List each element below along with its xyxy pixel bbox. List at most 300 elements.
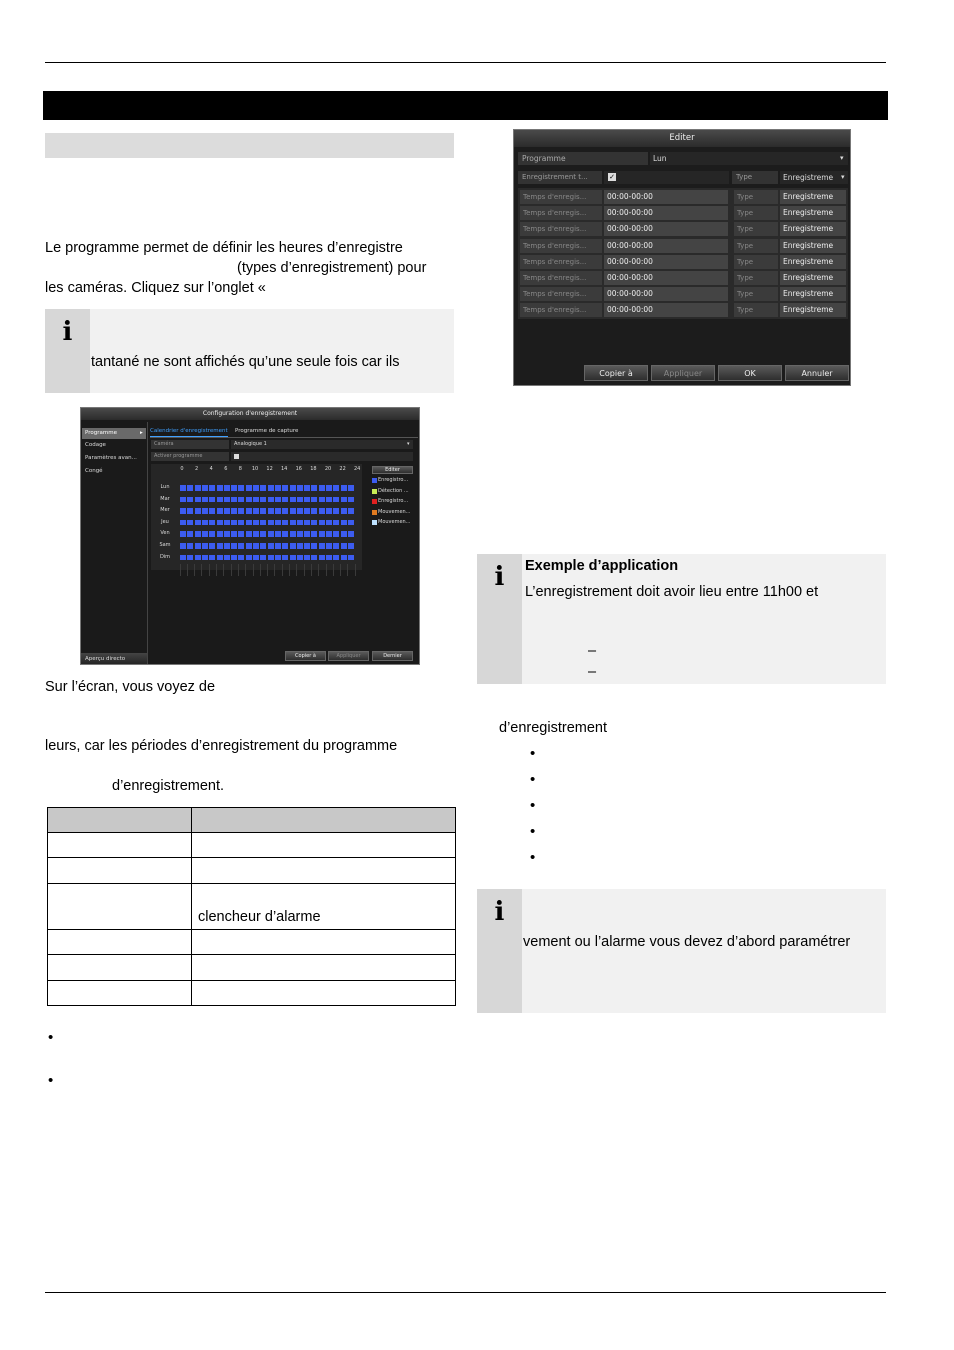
schedule-cell[interactable] xyxy=(195,520,201,526)
schedule-cell[interactable] xyxy=(238,508,244,514)
schedule-cell[interactable] xyxy=(224,555,230,561)
table-cell xyxy=(48,808,192,833)
schedule-cell[interactable] xyxy=(304,508,310,514)
slot-type-select[interactable]: Enregistreme xyxy=(780,190,846,204)
paragraph-line: d’enregistrement xyxy=(499,720,607,736)
schedule-cell[interactable] xyxy=(348,543,354,549)
schedule-cell[interactable] xyxy=(260,497,266,503)
schedule-cell[interactable] xyxy=(202,543,208,549)
schedule-cell[interactable] xyxy=(282,485,288,491)
schedule-cell[interactable] xyxy=(333,543,339,549)
schedule-cell[interactable] xyxy=(217,508,223,514)
table-cell xyxy=(48,930,192,955)
schedule-cell[interactable] xyxy=(195,543,201,549)
slot-type-label: Type xyxy=(734,271,778,285)
menu-item-programme[interactable]: Programme xyxy=(82,428,146,439)
hour-tick-label: 22 xyxy=(339,466,346,472)
schedule-cell[interactable] xyxy=(282,555,288,561)
schedule-cell[interactable] xyxy=(326,531,332,537)
schedule-cell[interactable] xyxy=(187,531,193,537)
day-label: Jeu xyxy=(161,518,169,525)
schedule-cell[interactable] xyxy=(238,485,244,491)
schedule-cell[interactable] xyxy=(180,543,186,549)
schedule-cell[interactable] xyxy=(180,520,186,526)
table-row xyxy=(48,981,456,1006)
schedule-cell[interactable] xyxy=(275,508,281,514)
slot-label: Temps d'enregis... xyxy=(520,239,602,253)
cancel-button[interactable]: Annuler xyxy=(785,365,849,381)
schedule-cell[interactable] xyxy=(304,543,310,549)
schedule-cell[interactable] xyxy=(304,531,310,537)
schedule-cell[interactable] xyxy=(268,555,274,561)
schedule-cell[interactable] xyxy=(209,485,215,491)
schedule-cell[interactable] xyxy=(202,520,208,526)
info-icon: i xyxy=(494,562,505,592)
grid-line xyxy=(304,564,305,576)
schedule-cell[interactable] xyxy=(187,520,193,526)
schedule-cell[interactable] xyxy=(341,485,347,491)
schedule-cell[interactable] xyxy=(290,555,296,561)
schedule-cell[interactable] xyxy=(238,555,244,561)
schedule-cell[interactable] xyxy=(231,555,237,561)
schedule-cell[interactable] xyxy=(253,508,259,514)
schedule-cell[interactable] xyxy=(341,543,347,549)
schedule-cell[interactable] xyxy=(282,531,288,537)
header-rule xyxy=(45,62,886,63)
type-label: Type xyxy=(732,171,778,184)
copy-to-button[interactable]: Copier à xyxy=(285,651,326,661)
live-view-button[interactable]: Aperçu directo xyxy=(81,653,147,665)
schedule-cell[interactable] xyxy=(246,543,252,549)
schedule-cell[interactable] xyxy=(238,520,244,526)
schedule-cell[interactable] xyxy=(231,531,237,537)
table-cell xyxy=(192,981,456,1006)
schedule-cell[interactable] xyxy=(275,531,281,537)
schedule-cell[interactable] xyxy=(195,531,201,537)
schedule-cell[interactable] xyxy=(231,508,237,514)
schedule-cell[interactable] xyxy=(195,508,201,514)
schedule-cell[interactable] xyxy=(231,497,237,503)
table-cell xyxy=(48,955,192,981)
grid-line xyxy=(347,564,348,576)
grid-line xyxy=(253,564,254,576)
schedule-cell[interactable] xyxy=(260,555,266,561)
schedule-cell[interactable] xyxy=(282,508,288,514)
schedule-cell[interactable] xyxy=(326,555,332,561)
recording-config-screenshot xyxy=(80,407,420,665)
record-toggle-field xyxy=(604,171,729,184)
schedule-cell[interactable] xyxy=(253,520,259,526)
schedule-cell[interactable] xyxy=(275,497,281,503)
schedule-cell[interactable] xyxy=(209,543,215,549)
schedule-cell[interactable] xyxy=(348,497,354,503)
slot-type-select[interactable]: Enregistreme xyxy=(780,206,846,220)
schedule-cell[interactable] xyxy=(202,485,208,491)
slot-type-label: Type xyxy=(734,239,778,253)
grid-line xyxy=(274,564,275,576)
hour-tick-label: 20 xyxy=(324,466,332,472)
legend-swatch xyxy=(372,510,377,515)
schedule-cell[interactable] xyxy=(253,555,259,561)
grid-line xyxy=(326,564,327,576)
time-range-field[interactable]: 00:00-00:00 xyxy=(604,190,728,204)
schedule-cell[interactable] xyxy=(326,520,332,526)
schedule-cell[interactable] xyxy=(217,531,223,537)
schedule-cell[interactable] xyxy=(319,520,325,526)
schedule-cell[interactable] xyxy=(348,555,354,561)
back-button[interactable]: Dernier xyxy=(372,651,413,661)
schedule-cell[interactable] xyxy=(224,508,230,514)
schedule-cell[interactable] xyxy=(180,531,186,537)
schedule-cell[interactable] xyxy=(348,531,354,537)
schedule-cell[interactable] xyxy=(180,555,186,561)
schedule-cell[interactable] xyxy=(217,555,223,561)
schedule-cell[interactable] xyxy=(297,508,303,514)
schedule-cell[interactable] xyxy=(246,485,252,491)
schedule-cell[interactable] xyxy=(311,497,317,503)
table-row xyxy=(48,930,456,955)
schedule-cell[interactable] xyxy=(319,543,325,549)
schedule-grid[interactable] xyxy=(151,464,362,570)
schedule-cell[interactable] xyxy=(282,543,288,549)
slot-type-label: Type xyxy=(734,190,778,204)
schedule-cell[interactable] xyxy=(275,520,281,526)
schedule-cell[interactable] xyxy=(275,555,281,561)
schedule-cell[interactable] xyxy=(238,543,244,549)
table-row xyxy=(48,858,456,884)
slot-type-select[interactable]: Enregistreme xyxy=(780,255,846,269)
bullet-icon: • xyxy=(48,1029,54,1046)
hour-tick-label: 16 xyxy=(295,466,302,472)
note-text: L’enregistrement doit avoir lieu entre 11h00 et xyxy=(525,584,819,600)
hour-tick-label: 8 xyxy=(238,466,242,472)
tab-record-schedule[interactable]: Calendrier d'enregistrement xyxy=(150,427,228,437)
schedule-cell[interactable] xyxy=(333,497,339,503)
grid-line xyxy=(187,564,188,576)
menu-divider xyxy=(147,422,148,665)
grid-line xyxy=(231,564,232,576)
schedule-cell[interactable] xyxy=(260,520,266,526)
table-cell xyxy=(192,930,456,955)
checkbox-checked-icon[interactable]: ✓ xyxy=(609,173,615,181)
schedule-cell[interactable] xyxy=(290,497,296,503)
schedule-cell[interactable] xyxy=(311,508,317,514)
schedule-cell[interactable] xyxy=(268,531,274,537)
schedule-cell[interactable] xyxy=(260,543,266,549)
table-cell xyxy=(192,955,456,981)
info-note xyxy=(45,309,454,393)
slot-label: Temps d'enregis... xyxy=(520,303,602,317)
schedule-cell[interactable] xyxy=(246,531,252,537)
schedule-cell[interactable] xyxy=(224,497,230,503)
schedule-cell[interactable] xyxy=(246,508,252,514)
schedule-cell[interactable] xyxy=(260,485,266,491)
schedule-cell[interactable] xyxy=(209,508,215,514)
schedule-cell[interactable] xyxy=(326,508,332,514)
hour-tick-label: 2 xyxy=(195,466,199,472)
schedule-cell[interactable] xyxy=(319,508,325,514)
hour-tick-label: 6 xyxy=(224,466,228,472)
hour-tick-label: 24 xyxy=(354,466,361,472)
schedule-cell[interactable] xyxy=(180,508,186,514)
legend-swatch xyxy=(372,499,377,504)
edit-button[interactable]: Editer xyxy=(372,466,413,474)
schedule-cell[interactable] xyxy=(341,555,347,561)
schedule-cell[interactable] xyxy=(341,531,347,537)
schedule-cell[interactable] xyxy=(297,543,303,549)
edit-dialog-screenshot xyxy=(513,129,851,386)
table-cell xyxy=(192,808,456,833)
legend-swatch xyxy=(372,520,377,525)
grid-line xyxy=(245,564,246,576)
schedule-cell[interactable] xyxy=(333,531,339,537)
menu-item-holiday[interactable]: Congé xyxy=(85,468,103,474)
schedule-cell[interactable] xyxy=(224,520,230,526)
schedule-cell[interactable] xyxy=(275,485,281,491)
menu-item-codage[interactable]: Codage xyxy=(85,442,106,448)
table-cell xyxy=(192,833,456,858)
footer-rule xyxy=(45,1292,886,1293)
schedule-cell[interactable] xyxy=(268,520,274,526)
dash-item: – xyxy=(588,664,597,680)
schedule-cell[interactable] xyxy=(195,485,201,491)
schedule-cell[interactable] xyxy=(224,531,230,537)
schedule-cell[interactable] xyxy=(231,543,237,549)
slot-label: Temps d'enregis... xyxy=(520,271,602,285)
schedule-cell[interactable] xyxy=(304,485,310,491)
paragraph-line: d’enregistrement. xyxy=(112,778,225,794)
day-label: Dim xyxy=(159,553,171,560)
schedule-cell[interactable] xyxy=(333,485,339,491)
schedule-cell[interactable] xyxy=(311,520,317,526)
schedule-cell[interactable] xyxy=(297,531,303,537)
slot-type-label: Type xyxy=(734,287,778,301)
schedule-cell[interactable] xyxy=(195,555,201,561)
schedule-cell[interactable] xyxy=(187,508,193,514)
schedule-cell[interactable] xyxy=(209,520,215,526)
schedule-cell[interactable] xyxy=(246,497,252,503)
paragraph-line: leurs, car les périodes d’enregistrement du programme xyxy=(45,738,398,754)
slot-type-label: Type xyxy=(734,206,778,220)
grid-line xyxy=(282,564,283,576)
schedule-cell[interactable] xyxy=(297,520,303,526)
schedule-cell[interactable] xyxy=(348,520,354,526)
day-label: Mer xyxy=(160,507,170,514)
legend-label: Enregistro... xyxy=(378,498,409,504)
schedule-cell[interactable] xyxy=(209,497,215,503)
schedule-cell[interactable] xyxy=(311,485,317,491)
schedule-cell[interactable] xyxy=(202,508,208,514)
schedule-cell[interactable] xyxy=(297,555,303,561)
schedule-cell[interactable] xyxy=(187,497,193,503)
table-row xyxy=(48,955,456,981)
schedule-cell[interactable] xyxy=(341,508,347,514)
schedule-cell[interactable] xyxy=(246,555,252,561)
day-select[interactable]: Lun xyxy=(650,152,848,165)
slot-type-select[interactable]: Enregistreme xyxy=(780,287,846,301)
day-label: Lun xyxy=(160,484,170,490)
schedule-cell[interactable] xyxy=(231,485,237,491)
schedule-cell[interactable] xyxy=(268,508,274,514)
table-cell xyxy=(192,858,456,884)
schedule-cell[interactable] xyxy=(217,520,223,526)
schedule-cell[interactable] xyxy=(341,497,347,503)
note-title: Exemple d’application xyxy=(525,558,679,574)
schedule-cell[interactable] xyxy=(224,485,230,491)
grid-line xyxy=(318,564,319,576)
schedule-cell[interactable] xyxy=(209,555,215,561)
schedule-cell[interactable] xyxy=(319,497,325,503)
schedule-cell[interactable] xyxy=(282,497,288,503)
schedule-cell[interactable] xyxy=(326,485,332,491)
schedule-cell[interactable] xyxy=(304,497,310,503)
schedule-cell[interactable] xyxy=(326,543,332,549)
schedule-cell[interactable] xyxy=(224,543,230,549)
camera-label: Caméra xyxy=(151,440,229,449)
schedule-cell[interactable] xyxy=(217,497,223,503)
schedule-cell[interactable] xyxy=(333,508,339,514)
schedule-cell[interactable] xyxy=(202,497,208,503)
schedule-cell[interactable] xyxy=(311,555,317,561)
slot-type-select[interactable]: Enregistreme xyxy=(780,222,846,236)
schedule-cell[interactable] xyxy=(290,531,296,537)
menu-item-advanced[interactable]: Paramètres avan... xyxy=(85,455,137,461)
schedule-cell[interactable] xyxy=(290,543,296,549)
schedule-cell[interactable] xyxy=(260,531,266,537)
schedule-cell[interactable] xyxy=(290,485,296,491)
schedule-cell[interactable] xyxy=(180,485,186,491)
record-types-table xyxy=(47,807,456,1006)
schedule-cell[interactable] xyxy=(319,555,325,561)
paragraph-line: Le programme permet de définir les heures d’enregistre xyxy=(45,240,403,256)
hour-tick-label: 18 xyxy=(310,466,317,472)
table-header-row xyxy=(48,808,456,833)
table-cell xyxy=(48,858,192,884)
legend-label: Mouvemen... xyxy=(378,508,411,515)
schedule-cell[interactable] xyxy=(260,508,266,514)
bullet-icon: • xyxy=(530,797,536,814)
schedule-cell[interactable] xyxy=(217,543,223,549)
grid-line xyxy=(260,564,261,576)
schedule-cell[interactable] xyxy=(333,520,339,526)
schedule-cell[interactable] xyxy=(290,508,296,514)
grid-line xyxy=(289,564,290,576)
schedule-cell[interactable] xyxy=(290,520,296,526)
schedule-cell[interactable] xyxy=(187,555,193,561)
table-row xyxy=(48,833,456,858)
schedule-cell[interactable] xyxy=(275,543,281,549)
schedule-cell[interactable] xyxy=(187,485,193,491)
schedule-cell[interactable] xyxy=(268,543,274,549)
bullet-icon: • xyxy=(530,771,536,788)
schedule-cell[interactable] xyxy=(282,520,288,526)
schedule-cell[interactable] xyxy=(333,555,339,561)
schedule-cell[interactable] xyxy=(253,485,259,491)
schedule-cell[interactable] xyxy=(268,497,274,503)
legend-swatch xyxy=(372,489,377,494)
schedule-cell[interactable] xyxy=(217,485,223,491)
enable-schedule-checkbox[interactable] xyxy=(234,454,239,459)
copy-to-button[interactable]: Copier à xyxy=(584,365,648,381)
schedule-cell[interactable] xyxy=(202,555,208,561)
time-range-field[interactable]: 00:00-00:00 xyxy=(604,206,728,220)
grid-line xyxy=(333,564,334,576)
table-cell xyxy=(48,981,192,1006)
schedule-cell[interactable] xyxy=(304,555,310,561)
time-range-field[interactable]: 00:00-00:00 xyxy=(604,303,728,317)
apply-button[interactable]: Appliquer xyxy=(328,651,369,661)
schedule-cell[interactable] xyxy=(297,497,303,503)
time-range-field[interactable]: 00:00-00:00 xyxy=(604,239,728,253)
schedule-cell[interactable] xyxy=(297,485,303,491)
time-range-field[interactable]: 00:00-00:00 xyxy=(604,222,728,236)
info-icon: i xyxy=(494,897,505,927)
schedule-cell[interactable] xyxy=(348,508,354,514)
paragraph-line: les caméras. Cliquez sur l’onglet « xyxy=(45,280,266,296)
schedule-cell[interactable] xyxy=(311,531,317,537)
time-range-field[interactable]: 00:00-00:00 xyxy=(604,287,728,301)
schedule-cell[interactable] xyxy=(187,543,193,549)
schedule-cell[interactable] xyxy=(253,543,259,549)
schedule-cell[interactable] xyxy=(246,520,252,526)
schedule-cell[interactable] xyxy=(202,531,208,537)
schedule-cell[interactable] xyxy=(348,485,354,491)
tab-underline xyxy=(150,437,418,438)
grid-line xyxy=(180,564,181,576)
ok-button[interactable]: OK xyxy=(718,365,782,381)
enable-schedule-label: Activer programme xyxy=(151,452,229,461)
time-range-field[interactable]: 00:00-00:00 xyxy=(604,255,728,269)
slot-label: Temps d'enregis... xyxy=(520,222,602,236)
grid-line xyxy=(209,564,210,576)
slot-type-select[interactable]: Enregistreme xyxy=(780,239,846,253)
table-row xyxy=(48,884,456,930)
grid-line xyxy=(238,564,239,576)
schedule-cell[interactable] xyxy=(326,497,332,503)
schedule-cell[interactable] xyxy=(304,520,310,526)
schedule-cell[interactable] xyxy=(238,531,244,537)
info-icon-box xyxy=(477,554,522,684)
tab-capture-schedule[interactable]: Programme de capture xyxy=(235,428,299,434)
schedule-cell[interactable] xyxy=(253,531,259,537)
hour-tick-label: 12 xyxy=(266,466,273,472)
schedule-cell[interactable] xyxy=(195,497,201,503)
schedule-cell[interactable] xyxy=(311,543,317,549)
grid-line xyxy=(201,564,202,576)
apply-button[interactable]: Appliquer xyxy=(651,365,715,381)
info-icon-box xyxy=(45,309,90,393)
hour-tick-label: 0 xyxy=(180,466,184,472)
schedule-cell[interactable] xyxy=(268,485,274,491)
schedule-cell[interactable] xyxy=(319,531,325,537)
dash-item: – xyxy=(588,643,597,659)
schedule-cell[interactable] xyxy=(209,531,215,537)
bullet-icon: • xyxy=(530,745,536,762)
time-range-field[interactable]: 00:00-00:00 xyxy=(604,271,728,285)
schedule-cell[interactable] xyxy=(180,497,186,503)
camera-select[interactable]: Analogique 1 xyxy=(231,440,413,449)
schedule-cell[interactable] xyxy=(341,520,347,526)
schedule-cell[interactable] xyxy=(253,497,259,503)
bullet-icon: • xyxy=(530,823,536,840)
schedule-cell[interactable] xyxy=(319,485,325,491)
slot-type-select[interactable]: Enregistreme xyxy=(780,271,846,285)
type-select[interactable]: Enregistreme xyxy=(780,171,848,184)
slot-type-select[interactable]: Enregistreme xyxy=(780,303,846,317)
grid-line xyxy=(194,564,195,576)
schedule-cell[interactable] xyxy=(238,497,244,503)
schedule-cell[interactable] xyxy=(231,520,237,526)
